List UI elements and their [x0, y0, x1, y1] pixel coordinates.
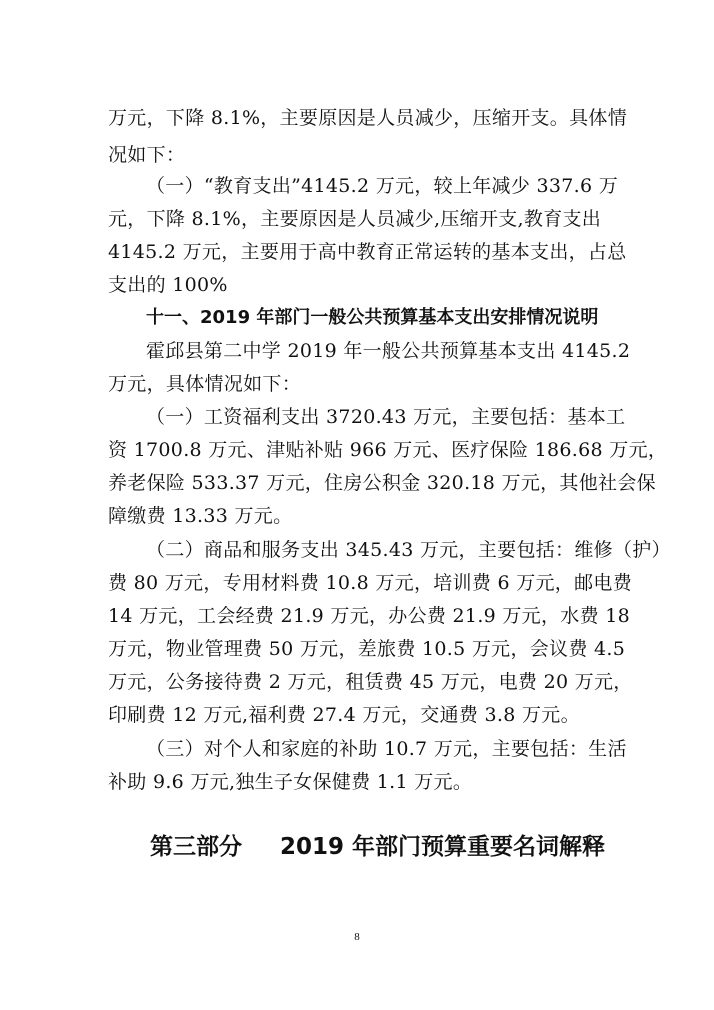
paragraph-line: 万元，物业管理费 50 万元，差旅费 10.5 万元，会议费 4.5: [108, 638, 626, 660]
paragraph-line: 养老保险 533.37 万元，住房公积金 320.18 万元，其他社会保: [108, 472, 656, 494]
paragraph-line: 万元，下降 8.1%，主要原因是人员减少，压缩开支。具体情: [108, 107, 628, 129]
section-heading: 十一、2019 年部门一般公共预算基本支出安排情况说明: [146, 307, 599, 328]
paragraph-line: 况如下：: [108, 144, 186, 166]
paragraph-line: 霍邱县第二中学 2019 年一般公共预算基本支出 4145.2: [146, 340, 631, 362]
paragraph-line: 万元，公务接待费 2 万元，租赁费 45 万元，电费 20 万元，: [108, 671, 633, 693]
paragraph-line: 补助 9.6 万元,独生子女保健费 1.1 万元。: [108, 771, 473, 793]
paragraph-line: （三）对个人和家庭的补助 10.7 万元，主要包括：生活: [146, 738, 627, 760]
paragraph-line: （二）商品和服务支出 345.43 万元，主要包括：维修（护）: [146, 539, 671, 561]
paragraph-line: （一）工资福利支出 3720.43 万元，主要包括：基本工: [146, 406, 626, 428]
paragraph-line: 14 万元，工会经费 21.9 万元，办公费 21.9 万元，水费 18: [108, 605, 631, 627]
paragraph-line: 元，下降 8.1%，主要原因是人员减少,压缩开支,教育支出: [108, 208, 602, 230]
paragraph-line: 障缴费 13.33 万元。: [108, 505, 293, 527]
paragraph-line: 印刷费 12 万元,福利费 27.4 万元，交通费 3.8 万元。: [108, 704, 580, 726]
part-heading: [150, 832, 605, 862]
paragraph-line: 4145.2 万元，主要用于高中教育正常运转的基本支出，占总: [108, 241, 627, 263]
paragraph-line: 万元，具体情况如下：: [108, 373, 302, 395]
paragraph-line: 资 1700.8 万元、津贴补贴 966 万元、医疗保险 186.68 万元，: [108, 439, 668, 461]
part-heading-number: 第三部分: [150, 834, 242, 860]
paragraph-line: 费 80 万元，专用材料费 10.8 万元，培训费 6 万元，邮电费: [108, 572, 633, 594]
paragraph-line: 支出的 100%: [108, 274, 228, 296]
paragraph-line: （一）“教育支出”4145.2 万元，较上年减少 337.6 万: [146, 175, 619, 197]
part-heading-title: 2019 年部门预算重要名词解释: [280, 834, 606, 860]
page-number: 8: [354, 931, 360, 943]
